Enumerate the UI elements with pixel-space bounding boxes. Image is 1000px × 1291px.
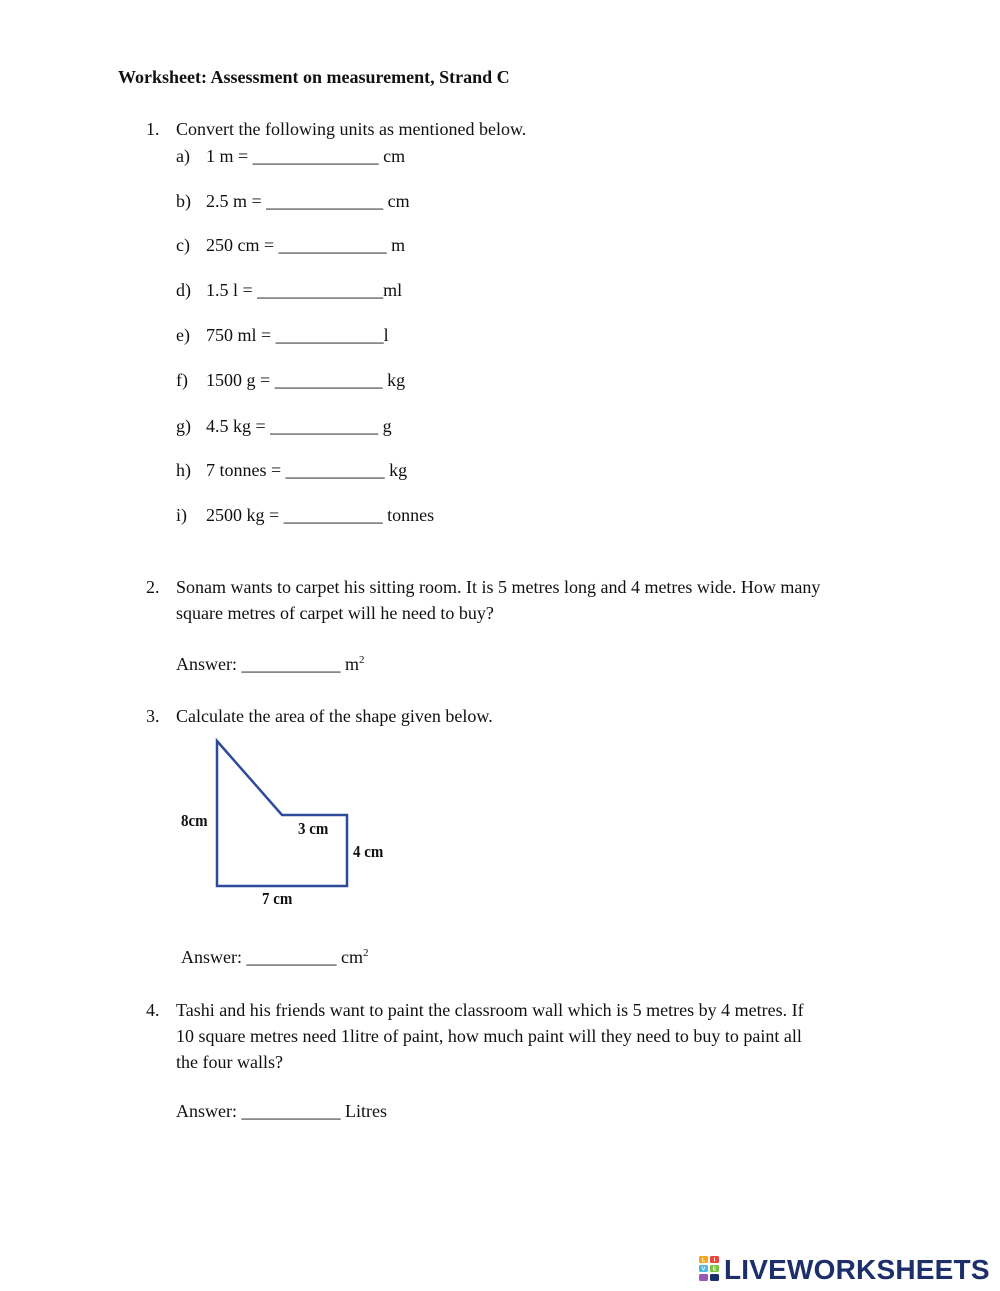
question-text-line-2: square metres of carpet will he need to buy?: [176, 603, 494, 623]
answer-line: [181, 947, 369, 968]
item-letter: g): [176, 416, 191, 436]
item-letter: e): [176, 325, 190, 345]
answer-label: Answer:: [176, 1101, 242, 1121]
answer-blank[interactable]: _____________: [266, 191, 384, 211]
answer-label: Answer:: [176, 654, 242, 674]
answer-blank[interactable]: ____________: [278, 235, 387, 255]
conversion-item-i: [176, 505, 434, 526]
item-lhs: 1 m =: [206, 146, 253, 166]
dimension-label-right: 4 cm: [353, 842, 384, 861]
item-letter: c): [176, 235, 190, 255]
answer-blank[interactable]: ____________: [274, 370, 383, 390]
conversion-item-a: [176, 146, 405, 167]
answer-blank[interactable]: ____________: [270, 416, 379, 436]
answer-line: [176, 1101, 387, 1122]
dimension-label-top: 3 cm: [298, 819, 329, 838]
item-unit: kg: [382, 370, 406, 390]
item-letter: b): [176, 191, 191, 211]
item-unit: g: [378, 416, 392, 436]
answer-blank[interactable]: __________: [246, 947, 337, 967]
item-lhs: 2500 kg =: [206, 505, 284, 525]
answer-blank[interactable]: ___________: [241, 1101, 341, 1121]
question-text-line-1: Tashi and his friends want to paint the classroom wall which is 5 metres by 4 metres. If: [176, 1000, 804, 1020]
conversion-item-f: [176, 370, 405, 391]
logo-letter-i: I: [713, 1257, 716, 1264]
conversion-item-d: [176, 280, 402, 301]
item-lhs: 4.5 kg =: [206, 416, 271, 436]
item-unit: tonnes: [382, 505, 435, 525]
item-letter: f): [176, 370, 188, 390]
item-lhs: 7 tonnes =: [206, 460, 286, 480]
conversion-item-g: [176, 416, 392, 437]
item-letter: i): [176, 505, 187, 525]
unit-superscript: 2: [363, 947, 369, 959]
question-number: 3.: [146, 706, 160, 726]
conversion-item-b: [176, 191, 410, 212]
item-lhs: 1.5 l =: [206, 280, 258, 300]
logo-letter-e: E: [712, 1266, 717, 1273]
answer-blank[interactable]: ___________: [283, 505, 383, 525]
unit-superscript: 2: [359, 654, 365, 666]
answer-unit: m: [340, 654, 360, 674]
brand-wordmark[interactable]: LIVEWORKSHEETS: [724, 1254, 990, 1285]
item-lhs: 1500 g =: [206, 370, 275, 390]
item-unit: kg: [384, 460, 408, 480]
answer-blank[interactable]: ______________: [257, 280, 384, 300]
conversion-item-e: [176, 325, 389, 346]
question-text-line-1: Sonam wants to carpet his sitting room. It is 5 metres long and 4 metres wide. How many: [176, 577, 821, 597]
question-text: Calculate the area of the shape given below.: [176, 706, 493, 726]
answer-unit: cm: [336, 947, 363, 967]
answer-label: Answer:: [181, 947, 247, 967]
answer-line: [176, 654, 365, 675]
answer-blank[interactable]: ___________: [285, 460, 385, 480]
conversion-item-h: [176, 460, 407, 481]
liveworksheets-logo-icon: [698, 1253, 722, 1289]
worksheet-title: Worksheet: Assessment on measurement, Strand C: [118, 67, 510, 87]
item-unit: cm: [378, 146, 406, 166]
item-lhs: 250 cm =: [206, 235, 279, 255]
item-letter: d): [176, 280, 191, 300]
question-number: 1.: [146, 119, 160, 139]
answer-blank[interactable]: ____________: [275, 325, 384, 345]
item-unit: ml: [383, 280, 403, 300]
conversion-item-c: [176, 235, 405, 256]
question-number: 2.: [146, 577, 160, 597]
dimension-label-bottom: 7 cm: [262, 889, 293, 908]
item-letter: h): [176, 460, 191, 480]
item-unit: l: [383, 325, 389, 345]
item-lhs: 2.5 m =: [206, 191, 267, 211]
question-number: 4.: [146, 1000, 160, 1020]
answer-blank[interactable]: ___________: [241, 654, 341, 674]
dimension-label-left: 8cm: [181, 811, 208, 830]
item-unit: cm: [383, 191, 410, 211]
answer-unit: Litres: [340, 1101, 387, 1121]
question-text: Convert the following units as mentioned below.: [176, 119, 527, 139]
logo-letter-l: L: [701, 1257, 706, 1264]
item-letter: a): [176, 146, 190, 166]
question-text-line-2: 10 square metres need 1litre of paint, how much paint will they need to buy to paint all: [176, 1026, 802, 1046]
item-unit: m: [386, 235, 406, 255]
composite-shape-outline: [217, 741, 347, 886]
item-lhs: 750 ml =: [206, 325, 276, 345]
logo-letter-v: V: [701, 1266, 706, 1273]
question-text-line-3: the four walls?: [176, 1052, 283, 1072]
answer-blank[interactable]: ______________: [252, 146, 379, 166]
